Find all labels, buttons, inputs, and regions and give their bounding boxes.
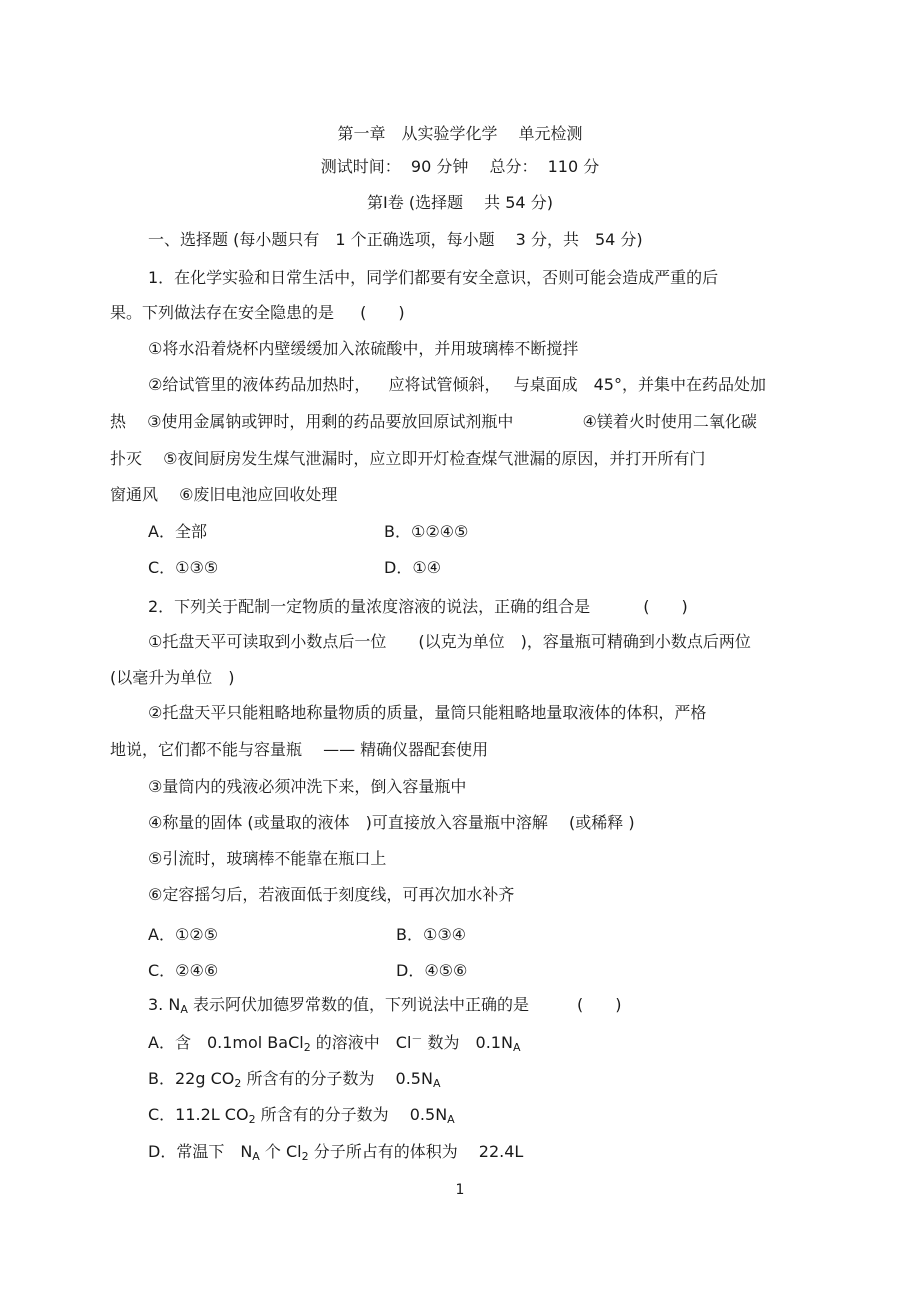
q3-option-c-text: C．11.2L CO — [148, 1105, 249, 1124]
q1-stem-line: 1．在化学实验和日常生活中，同学们都要有安全意识，否则可能会造成严重的后 — [148, 268, 719, 287]
q1-stem-line: 果。下列做法存在安全隐患的是 ( ) — [110, 303, 405, 322]
q2-option-c: C．②④⑥ — [148, 961, 219, 980]
q2-option-d: D．④⑤⑥ — [396, 961, 468, 980]
q2-item-line: ③量筒内的残液必须冲洗下来，倒入容量瓶中 — [148, 777, 467, 796]
test-info: 测试时间： 90 分钟 总分： 110 分 — [320, 157, 600, 176]
q2-item-line: ⑥定容摇匀后，若液面低于刻度线，可再次加水补齐 — [148, 885, 515, 904]
q3-option-c-sub: A — [447, 1113, 455, 1126]
q1-item-line: ①将水沿着烧杯内壁缓缓加入浓硫酸中，并用玻璃棒不断搅拌 — [148, 339, 579, 358]
q3-option-c — [148, 1105, 455, 1125]
q3-option-b-sub: 2 — [234, 1077, 242, 1090]
q3-option-d-text: 个 Cl — [259, 1142, 302, 1161]
q2-option-a: A．①②⑤ — [148, 925, 218, 944]
q1-item-line: 扑灭 ⑤夜间厨房发生煤气泄漏时，应立即开灯检查煤气泄漏的原因，并打开所有门 — [110, 449, 706, 468]
q3-option-a-sup: － — [411, 1032, 423, 1045]
q2-item-line: ②托盘天平只能粗略地称量物质的质量，量筒只能粗略地量取液体的体积，严格 — [148, 703, 707, 722]
q3-option-d-text: 分子所占有的体积为 22.4L — [308, 1142, 524, 1161]
q3-option-a-sub: A — [512, 1041, 521, 1054]
q3-stem-text: 表示阿伏加德罗常数的值，下列说法中正确的是 ( ) — [187, 995, 622, 1014]
q3-option-a-text: 数为 0.1N — [422, 1033, 513, 1052]
q2-option-b: B．①③④ — [396, 925, 467, 944]
q2-item-line: (以毫升为单位 ) — [110, 668, 235, 687]
q1-option-c: C．①③⑤ — [148, 558, 219, 577]
q3-option-b — [148, 1069, 440, 1089]
q2-item-line: ①托盘天平可读取到小数点后一位 (以克为单位 )，容量瓶可精确到小数点后两位 — [148, 632, 751, 651]
q3-option-a-text: A．含 0.1mol BaCl — [148, 1033, 304, 1052]
q2-item-line: ④称量的固体 (或量取的液体 )可直接放入容量瓶中溶解 (或稀释 ) — [148, 813, 635, 832]
q3-option-b-text: B．22g CO — [148, 1069, 235, 1088]
q3-option-d-text: D．常温下 N — [148, 1142, 253, 1161]
section-heading: 一、选择题 (每小题只有 1 个正确选项，每小题 3 分，共 54 分) — [148, 230, 643, 249]
q3-option-a-sub: 2 — [303, 1041, 311, 1054]
chapter-title: 第一章 从实验学化学 单元检测 — [337, 124, 583, 143]
q1-option-d: D．①④ — [384, 558, 442, 577]
q1-option-b: B．①②④⑤ — [384, 522, 469, 541]
q3-stem — [148, 995, 621, 1015]
q3-na-sub: A — [180, 1003, 188, 1016]
q1-item-line: ②给试管里的液体药品加热时， 应将试管倾斜， 与桌面成 45°，并集中在药品处加 — [148, 375, 766, 394]
q3-number: 3. — [148, 995, 164, 1014]
q1-option-a: A．全部 — [148, 522, 207, 541]
q3-option-d-sub: 2 — [301, 1150, 309, 1163]
page-number: 1 — [455, 1182, 465, 1198]
q3-na: N — [168, 995, 181, 1014]
q3-option-b-sub: A — [432, 1077, 441, 1090]
q3-option-a — [148, 1033, 520, 1053]
q2-item-line: 地说，它们都不能与容量瓶 —— 精确仪器配套使用 — [110, 740, 489, 759]
q1-item-line: 热 ③使用金属钠或钾时，用剩的药品要放回原试剂瓶中 ④镁着火时使用二氧化碳 — [110, 412, 757, 431]
q1-item-line: 窗通风 ⑥废旧电池应回收处理 — [110, 485, 338, 504]
q3-option-b-text: 所含有的分子数为 0.5N — [241, 1069, 433, 1088]
q3-option-c-text: 所含有的分子数为 0.5N — [255, 1105, 448, 1124]
volume-title: 第Ⅰ卷 (选择题 共 54 分) — [367, 193, 553, 212]
q3-option-d — [148, 1142, 523, 1162]
q3-option-d-sub: A — [252, 1150, 260, 1163]
q3-option-c-sub: 2 — [248, 1113, 256, 1126]
q3-option-a-text: 的溶液中 Cl — [310, 1033, 412, 1052]
q2-item-line: ⑤引流时，玻璃棒不能靠在瓶口上 — [148, 849, 387, 868]
q2-stem-line: 2．下列关于配制一定物质的量浓度溶液的说法，正确的组合是 ( ) — [148, 597, 688, 616]
